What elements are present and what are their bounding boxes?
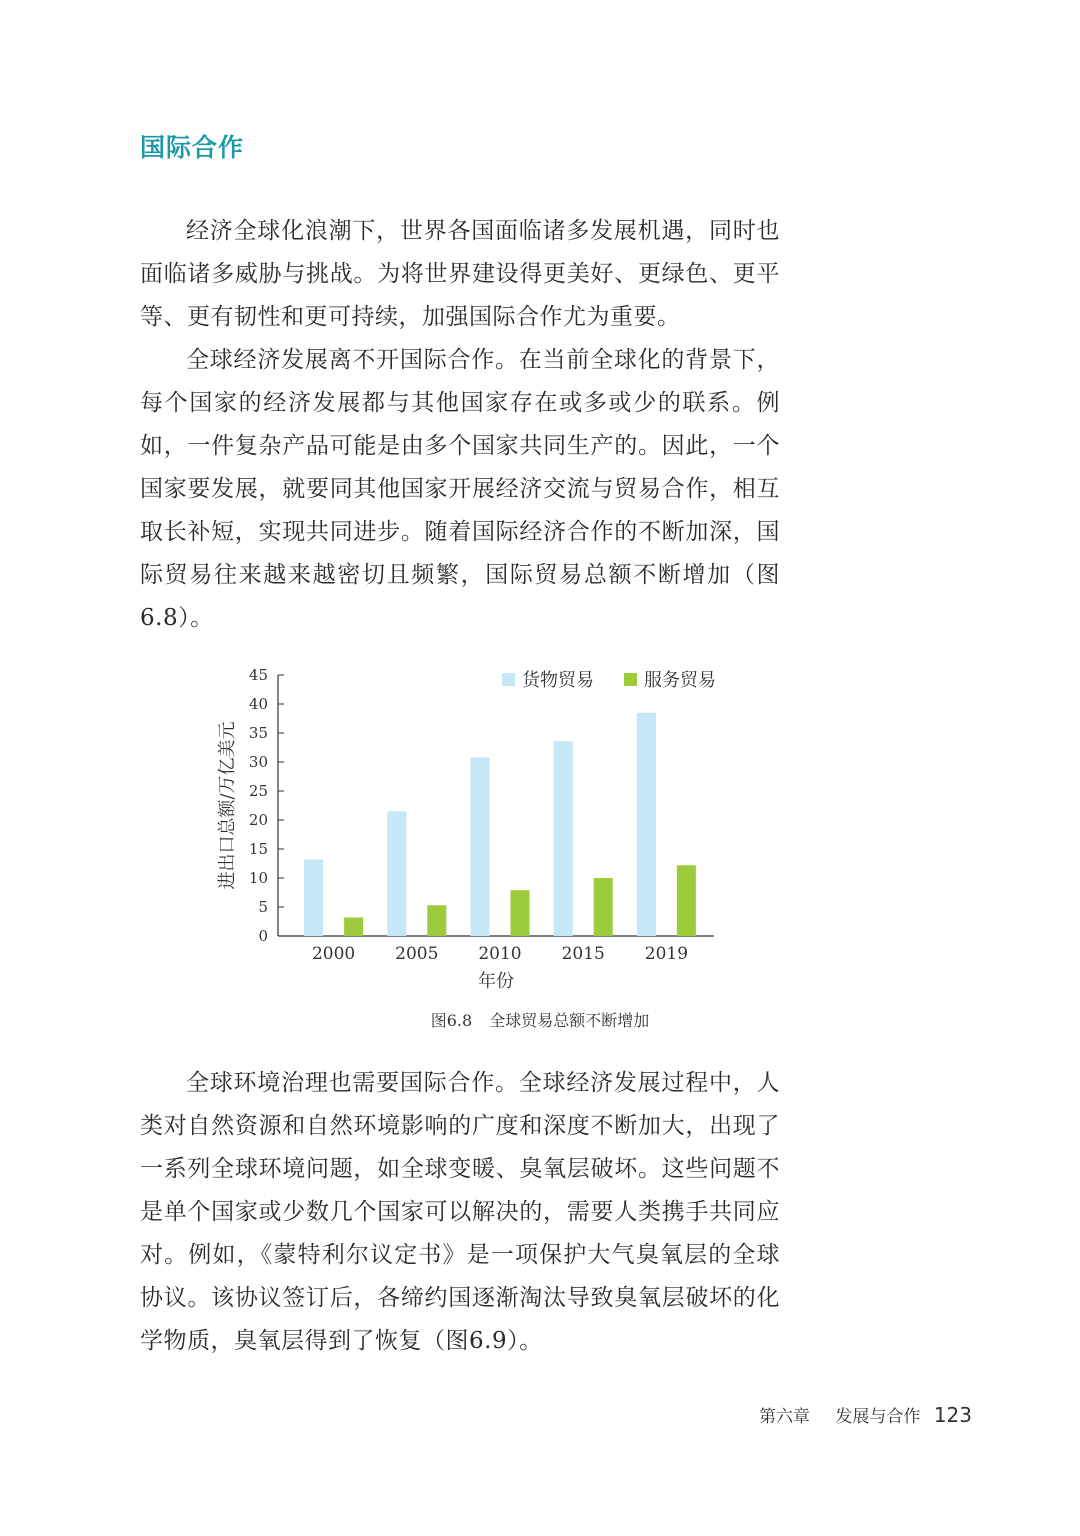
x-tick-label: 2005 [395,944,439,964]
bar-goods-2019 [637,713,656,936]
paragraph-3: 全球环境治理也需要国际合作。全球经济发展过程中，人类对自然资源和自然环境影响的广度和深度不断加大，出现了一系列全球环境问题，如全球变暖、臭氧层破坏。这些问题不是单个国家或少数几个国家可以解决的，需要人类携手共同应对。例如，《蒙特利尔议定书》是一项保护大气臭氧层的全球协议。该协议签订后，各缔约国逐渐淘汰导致臭氧层破坏的化学物质，臭氧层得到了恢复（图6.9）。 [140,1070,780,1354]
y-tick-label: 15 [248,840,268,858]
bar-services-2019 [677,865,696,936]
x-tick-label: 2000 [311,944,356,964]
footer-chapter: 第六章 [759,1407,810,1427]
footer-chapter-title: 发展与合作 [835,1407,921,1427]
x-tick-label: 2010 [478,944,522,964]
y-tick-label: 40 [248,695,268,713]
x-tick-label: 2019 [644,944,689,964]
legend-label-0: 货物贸易 [522,670,594,691]
y-tick-label: 35 [248,724,268,742]
legend-label-1: 服务贸易 [644,670,716,691]
bar-services-2000 [344,917,363,936]
page-number: 123 [933,1403,972,1427]
bar-goods-2000 [304,859,323,936]
bar-services-2015 [594,878,613,936]
page-footer [759,1402,972,1427]
chart-svg [200,655,760,995]
y-axis-title: 进出口总额/万亿美元 [217,721,238,890]
legend-swatch-1 [624,673,637,686]
trade-bar-chart [200,655,760,995]
bar-goods-2015 [554,741,573,936]
y-tick-label: 0 [258,927,268,945]
bar-services-2010 [511,890,530,936]
section-title: 国际合作 [140,133,245,162]
figure-caption-text: 全球贸易总额不断增加 [489,1011,650,1030]
bar-goods-2005 [387,811,406,936]
y-tick-label: 30 [248,753,268,771]
y-tick-label: 5 [258,898,268,916]
x-tick-label: 2015 [561,944,605,964]
figure-number: 图6.8 [430,1011,473,1030]
x-axis-title: 年份 [478,971,514,992]
y-tick-label: 10 [248,869,268,887]
paragraph-2: 全球经济发展离不开国际合作。在当前全球化的背景下，每个国家的经济发展都与其他国家存在或多或少的联系。例如，一件复杂产品可能是由多个国家共同生产的。因此，一个国家要发展，就要同其他国家开展经济交流与贸易合作，相互取长补短，实现共同进步。随着国际经济合作的不断加深，国际贸易往来越来越密切且频繁，国际贸易总额不断增加（图6.8）。 [140,347,780,631]
y-tick-label: 20 [248,811,268,829]
y-tick-label: 45 [248,666,268,684]
y-tick-label: 25 [248,782,268,800]
bar-goods-2010 [471,757,490,936]
bar-services-2005 [427,905,446,936]
figure-caption [0,1008,1080,1031]
legend-swatch-0 [502,673,515,686]
paragraph-1: 经济全球化浪潮下，世界各国面临诸多发展机遇，同时也面临诸多威胁与挑战。为将世界建设得更美好、更绿色、更平等、更有韧性和更可持续，加强国际合作尤为重要。 [140,218,780,330]
